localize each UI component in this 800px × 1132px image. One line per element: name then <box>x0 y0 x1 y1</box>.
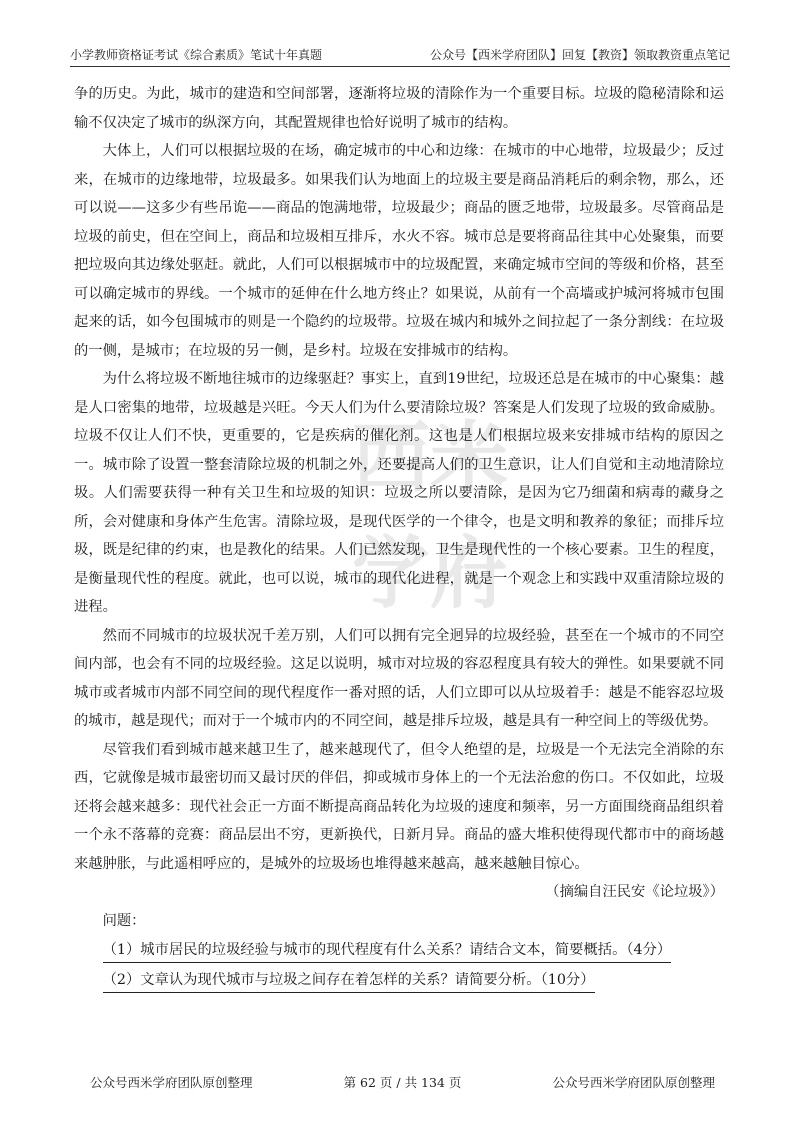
questions-title: 问题： <box>102 912 146 929</box>
question-item-2 <box>74 965 724 995</box>
footer-right-credit: 公众号西米学府团队原创整理 <box>552 1075 715 1090</box>
footer-page-number: 第 62 页 / 共 134 页 <box>343 1075 462 1090</box>
question-1-text: （1）城市居民的垃圾经验与城市的现代程度有什么关系？请结合文本，简要概括。（4分） <box>103 939 672 963</box>
article-paragraph-2: 大体上，人们可以根据垃圾的在场，确定城市的中心和边缘：在城市的中心地带，垃圾最少；反过来，在城市的边缘地带，垃圾最多。如果我们认为地面上的垃圾主要是商品消耗后的剩余物，那么，还可以说——这多少有些吊诡——商品的饱满地带，垃圾最少；商品的匮乏地带，垃圾最多。尽管商品是垃圾的前史，但在空间上，商品和垃圾相互排斥，水火不容。城市总是要将商品往其中心处聚集，而要把垃圾向其边缘处驱赶。就此，人们可以根据城市中的垃圾配置，来确定城市空间的等级和价格，甚至可以确定城市的界线。一个城市的延伸在什么地方终止？如果说，从前有一个高墙或护城河将城市包围起来的话，如今包围城市的则是一个隐约的垃圾带。垃圾在城内和城外之间拉起了一条分割线：在垃圾的一侧，是城市；在垃圾的另一侧，是乡村。垃圾在安排城市的结构。 <box>74 143 724 359</box>
page-footer <box>90 1073 715 1091</box>
watermark-bottom-text: 学府 <box>351 528 509 619</box>
watermark-top-text: 西米 <box>351 413 509 504</box>
article-paragraph-4: 然而不同城市的垃圾状况千差万别，人们可以拥有完全迥异的垃圾经验，甚至在一个城市的不同空间内部，也会有不同的垃圾经验。这足以说明，城市对垃圾的容忍程度具有较大的弹性。如果要就不同城市或者城市内部不同空间的现代程度作一番对照的话，人们立即可以从垃圾着手：越是不能容忍垃圾的城市，越是现代；而对于一个城市内的不同空间，越是排斥垃圾，越是具有一种空间上的等级优势。 <box>74 627 724 729</box>
footer-left-credit: 公众号西米学府团队原创整理 <box>90 1075 253 1090</box>
page-header <box>70 41 730 67</box>
article-body <box>74 80 724 994</box>
question-2-text: （2）文章认为现代城市与垃圾之间存在着怎样的关系？请简要分析。（10分） <box>103 969 595 993</box>
article-paragraph-1: 争的历史。为此，城市的建造和空间部署，逐渐将垃圾的清除作为一个重要目标。垃圾的隐秘清除和运输不仅决定了城市的纵深方向，其配置规律也恰好说明了城市的结构。 <box>74 86 724 131</box>
question-item-1 <box>74 935 724 965</box>
article-paragraph-5: 尽管我们看到城市越来越卫生了，越来越现代了，但令人绝望的是，垃圾是一个无法完全消除的东西，它就像是城市最密切而又最讨厌的伴侣，抑或城市身体上的一个无法治愈的伤口。不仅如此，垃圾还将会越来越多：现代社会正一方面不断提高商品转化为垃圾的速度和频率，另一方面围绕商品组织着一个永不落幕的竞赛：商品层出不穷，更新换代，日新月异。商品的盛大堆积使得现代都市中的商场越来越肿胀，与此遥相呼应的，是城外的垃圾场也堆得越来越高，越来越触目惊心。 <box>74 741 724 872</box>
article-source: （摘编自汪民安《论垃圾》） <box>545 884 724 900</box>
header-exam-title: 小学教师资格证考试《综合素质》笔试十年真题 <box>70 48 323 62</box>
header-promo-text: 公众号【西米学府团队】回复【教资】领取教资重点笔记 <box>429 48 730 62</box>
article-paragraph-3: 为什么将垃圾不断地往城市的边缘驱赶？事实上，直到19世纪，垃圾还总是在城市的中心聚集：越是人口密集的地带，垃圾越是兴旺。今天人们为什么要清除垃圾？答案是人们发现了垃圾的致命威胁。垃圾不仅让人们不快，更重要的，它是疾病的催化剂。这也是人们根据垃圾来安排城市结构的原因之一。城市除了设置一整套清除垃圾的机制之外，还要提高人们的卫生意识，让人们自觉和主动地清除垃圾。人们需要获得一种有关卫生和垃圾的知识：垃圾之所以要清除，是因为它乃细菌和病毒的藏身之所，会对健康和身体产生危害。清除垃圾，是现代医学的一个律令，也是文明和教养的象征；而排斥垃圾，既是纪律的约束，也是教化的结果。人们已然发现，卫生是现代性的一个核心要素。卫生的程度，是衡量现代性的程度。就此，也可以说，城市的现代化进程，就是一个观念上和实践中双重清除垃圾的进程。 <box>74 371 724 615</box>
